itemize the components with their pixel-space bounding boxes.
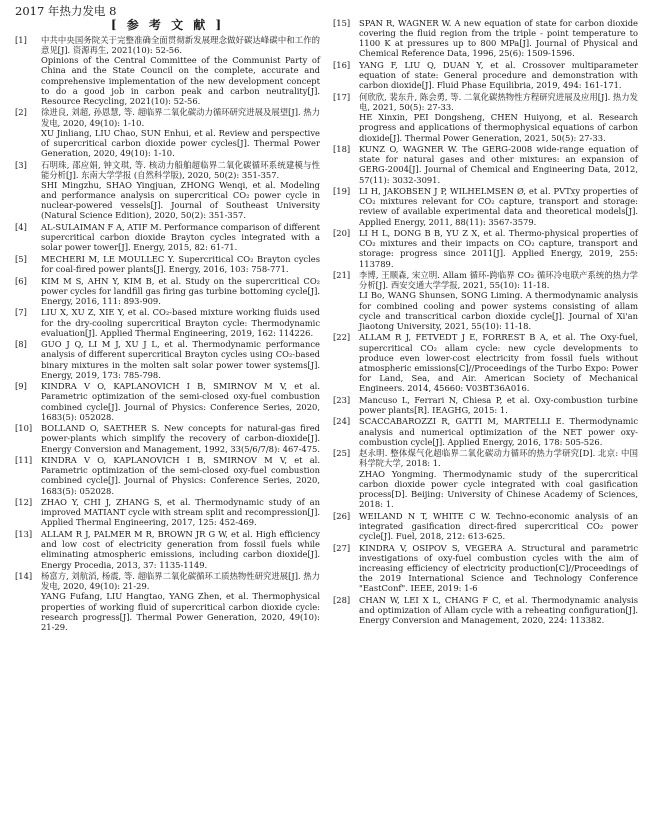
reference-line: CHAN W, LEI X L, CHANG F C, et al. Thermodynamic analysis and optimization of Allam cycle with a reheating configuration[J]. Energy Conversion and Management, 2020, 224: 113382. (359, 594, 638, 625)
reference-item (15, 423, 320, 453)
reference-number: [25] (333, 448, 351, 459)
reference-item (333, 186, 638, 227)
reference-number: [12] (15, 497, 33, 508)
reference-text (41, 35, 320, 106)
reference-number: [21] (333, 270, 351, 281)
reference-line: MECHERI M, LE MOULLEC Y. Supercritical CO₂ Brayton cycles for coal-fired power plants[J]. Energy, 2016, 103: 758-771. (41, 253, 320, 274)
reference-text (41, 497, 320, 527)
reference-text (41, 529, 320, 570)
reference-number: [28] (333, 594, 351, 605)
reference-text (41, 455, 320, 496)
reference-text (41, 107, 320, 158)
reference-text (41, 339, 320, 380)
reference-number: [15] (333, 18, 351, 28)
reference-item (333, 595, 638, 625)
reference-number: [24] (333, 416, 351, 427)
reference-number: [13] (15, 529, 33, 540)
reference-line: YANG F, LIU Q, DUAN Y, et al. Crossover multiparameter equation of state: General procedure and demonstration with carbon dioxide[J]. Fluid Phase Equilibria, 2019, 494: 161-171. (359, 60, 638, 91)
reference-line: 何欣欣, 裴东升, 陈会勇, 等. 二氧化碳热物性方程研究进展及应用[J]. 热力发电, 2021, 50(5): 27-33. (359, 91, 638, 113)
reference-number: [20] (333, 228, 351, 239)
reference-line: 赵永明. 整体煤气化超临界二氧化碳动力循环的热力学研究[D]. 北京: 中国科学院大学, 2018: 1. (359, 448, 638, 469)
reference-line: SPAN R, WAGNER W. A new equation of state for carbon dioxide covering the fluid region from the triple - point temperature to 1100 K at pressures up to 800 MPa[J]. Journal of Physical and Chemical Reference Data, 1996, 25(6): 1509-1596. (359, 18, 638, 59)
reference-text (359, 186, 638, 227)
reference-item (15, 339, 320, 380)
reference-number: [9] (15, 381, 27, 392)
reference-line: HE Xinxin, PEI Dongsheng, CHEN Huiyong, et al. Research progress and applications of thermophysical equations of carbon dioxide[J]. Thermal Power Generation, 2021, 50(5): 27-33. (359, 112, 638, 143)
reference-number: [6] (15, 275, 27, 286)
reference-item (333, 144, 638, 185)
reference-text (359, 144, 638, 185)
reference-line: KIM M S, AHN Y, KIM B, et al. Study on the supercritical CO₂ power cycles for landfill gas firing gas turbine bottoming cycle[J]. Energy, 2016, 111: 893-909. (41, 275, 320, 306)
reference-item (333, 448, 638, 509)
reference-item (15, 35, 320, 106)
reference-text (41, 222, 320, 252)
reference-number: [3] (15, 159, 27, 170)
reference-text (359, 228, 638, 269)
reference-number: [26] (333, 510, 351, 521)
reference-item (15, 222, 320, 252)
reference-item (333, 416, 638, 446)
reference-item (333, 92, 638, 143)
reference-text (359, 395, 638, 415)
page-header: 2017 年热力发电 8 (15, 4, 117, 18)
reference-text (359, 543, 638, 594)
reference-item (333, 511, 638, 541)
reference-item (333, 543, 638, 594)
reference-text (41, 571, 320, 632)
reference-line: ALLAM R J, PALMER M R, BROWN JR G W, et al. High efficiency and low cost of electricity generation from fossil fuels while eliminating atmospheric emissions, including carbon dioxide[J]. Energy Procedia, 2013, 37: 1135-1149. (41, 529, 320, 570)
right-column (333, 18, 638, 627)
reference-line: 石明珠, 邵应娟, 钟文琪, 等. 核动力船舶超临界二氧化碳循环系统建模与性能分析[J]. 东南大学学报 (自然科学版), 2020, 50(2): 351-357. (41, 159, 320, 180)
reference-text (359, 511, 638, 541)
reference-line: 杨富方, 刘航滔, 杨震, 等. 超临界二氧化碳循环工质热物性研究进展[J]. 热力发电, 2020, 49(10): 21-29. (41, 571, 320, 592)
reference-line: WEILAND N T, WHITE C W. Techno-economic analysis of an integrated gasification direct-fired supercritical CO₂ power cycle[J]. Fuel, 2018, 212: 613-625. (359, 510, 638, 541)
reference-line: 徐进良, 刘超, 孙恩慧, 等. 超临界二氧化碳动力循环研究进展及展望[J]. 热力发电, 2020, 49(10): 1-10. (41, 107, 320, 128)
reference-item (15, 571, 320, 632)
reference-line: LI Bo, WANG Shunsen, SONG Liming. A thermodynamic analysis for combined cooling and power systems consisting of allam cycle and transcritical carbon dioxide cycle[J]. Journal of Xi'an Jiaotong University, 2021, 55(10): 11-18. (359, 290, 638, 331)
reference-line: BOLLAND O, SAETHER S. New concepts for natural-gas fired power-plants which simplify the recovery of carbon-dioxide[J]. Energy Conversion and Management, 1992, 33(5/6/7/8): 467-475. (41, 423, 321, 454)
reference-number: [8] (15, 339, 27, 350)
reference-line: KINDRA V O, KAPLANOVICH I B, SMIRNOV M V, et al. Parametric optimization of the semi-closed oxy-fuel combustion combined cycle[J]. Journal of Physics: Conference Series, 2020, 1683(5): 052028. (41, 381, 320, 422)
reference-line: LIU X, XU Z, XIE Y, et al. CO₂-based mixture working fluids used for the dry-cooling supercritical Brayton cycle: Thermodynamic evaluation[J]. Applied Thermal Engineering, 2019, 162: 114226. (41, 307, 320, 338)
reference-number: [16] (333, 60, 351, 71)
reference-number: [17] (333, 91, 351, 102)
reference-number: [1] (15, 35, 27, 45)
reference-text (359, 332, 638, 393)
reference-line: ALLAM R J, FETVEDT J E, FORREST B A, et al. The Oxy-fuel, supercritical CO₂ allam cycle: new cycle developments to produce even lower-cost electricity from fossil fuels without atmospheric emissions[C]//Proceedings of the Turbo Expo: Power for Land, Sea, and Air. American Society of Mechanical Engineers. 2014, 45660: V03BT36A016. (359, 332, 638, 394)
reference-number: [10] (15, 423, 33, 434)
reference-text (41, 307, 320, 337)
reference-item (333, 18, 638, 59)
reference-line: SCACCABAROZZI R, GATTI M, MARTELLI E. Thermodynamic analysis and numerical optimization of the NET power oxy-combustion cycle[J]. Applied Energy, 2016, 178: 505-526. (359, 416, 638, 447)
reference-line: KINDRA V O, KAPLANOVICH I B, SMIRNOV M V, et al. Parametric optimization of the semi-closed oxy-fuel combustion combined cycle[J]. Journal of Physics: Conference Series, 2020, 1683(5): 052028. (41, 455, 320, 496)
reference-item (333, 270, 638, 331)
reference-text (359, 416, 638, 446)
references-heading: [ 参 考 文 献 ] (110, 18, 225, 32)
reference-number: [7] (15, 307, 27, 318)
reference-item (333, 395, 638, 415)
reference-item (333, 60, 638, 90)
reference-text (359, 270, 638, 331)
reference-text (359, 60, 638, 90)
reference-item (333, 332, 638, 393)
reference-line: XU Jinliang, LIU Chao, SUN Enhui, et al. Review and perspective of supercritical carbon dioxide power cycles[J]. Thermal Power Generation, 2020, 49(10): 1-10. (41, 127, 320, 159)
reference-text (41, 423, 320, 453)
reference-line: 中共中央国务院关于完整准确全面贯彻新发展理念做好碳达峰碳中和工作的意见[J]. 资源再生, 2021(10): 52-56. (41, 35, 320, 56)
reference-number: [11] (15, 455, 33, 466)
reference-text (41, 160, 320, 221)
reference-item (15, 381, 320, 422)
reference-number: [5] (15, 253, 27, 264)
left-reference-list (15, 35, 320, 632)
reference-line: KINDRA V, OSIPOV S, VEGERA A. Structural and parametric investigations of oxy-fuel combustion cycles with the aim of increasing efficiency of electricity production[C]//Proceedings of the 2019 International Science and Technology Conference "EastConf". IEEE, 2019: 1-6 (359, 542, 638, 594)
reference-number: [18] (333, 144, 351, 155)
reference-item (15, 254, 320, 274)
reference-item (15, 529, 320, 570)
reference-item (15, 307, 320, 337)
reference-text (359, 595, 638, 625)
reference-line: AL-SULAIMAN F A, ATIF M. Performance comparison of different supercritical carbon dioxide Brayton cycles integrated with a solar power tower[J]. Energy, 2015, 82: 61-71. (41, 221, 321, 253)
reference-line: GUO J Q, LI M J, XU J L, et al. Thermodynamic performance analysis of different supercritical Brayton cycles using CO₂-based binary mixtures in the molten salt solar power tower systems[J]. Energy, 2019, 173: 785-798. (41, 339, 320, 380)
reference-number: [14] (15, 571, 33, 582)
reference-line: LI H L, DONG B B, YU Z X, et al. Thermo-physical properties of CO₂ mixtures and their impacts on CO₂ capture, transport and storage: progress since 2011[J]. Applied Energy, 2019, 255: 113789. (359, 228, 638, 269)
reference-number: [19] (333, 186, 351, 197)
reference-item (15, 455, 320, 496)
reference-text (359, 92, 638, 143)
reference-text (41, 276, 320, 306)
reference-line: YANG Fufang, LIU Hangtao, YANG Zhen, et al. Thermophysical properties of working fluid of supercritical carbon dioxide cycle: research progress[J]. Thermal Power Generation, 2020, 49(10): 21-29. (41, 591, 320, 632)
reference-number: [23] (333, 394, 351, 405)
reference-number: [27] (333, 542, 351, 553)
reference-text (359, 448, 638, 509)
reference-line: SHI Mingzhu, SHAO Yingjuan, ZHONG Wenqi, et al. Modeling and performance analysis on supercritical CO₂ power cycle in nuclear-powered vessels[J]. Journal of Southeast University (Natural Science Edition), 2020, 50(2): 351-357. (41, 179, 320, 221)
reference-text (359, 18, 638, 59)
reference-line: 李博, 王顺森, 宋立明. Allam 循环-跨临界 CO₂ 循环冷电联产系统的热力学分析[J]. 西安交通大学学报, 2021, 55(10): 11-18. (359, 270, 638, 291)
reference-item (15, 107, 320, 158)
reference-line: ZHAO Y, CHI J, ZHANG S, et al. Thermodynamic study of an improved MATIANT cycle with stream split and recompression[J]. Applied Thermal Engineering, 2017, 125: 452-469. (41, 497, 320, 528)
reference-text (41, 254, 320, 274)
reference-number: [4] (15, 221, 27, 232)
reference-text (41, 381, 320, 422)
reference-number: [22] (333, 332, 351, 343)
reference-item (333, 228, 638, 269)
reference-line: KUNZ O, WAGNER W. The GERG-2008 wide-range equation of state for natural gases and other mixtures: an expansion of GERG-2004[J]. Journal of Chemical and Engineering Data, 2012, 57(11): 3032-3091. (359, 144, 638, 185)
left-column (15, 16, 320, 633)
right-reference-list (333, 18, 638, 625)
reference-line: ZHAO Yongming. Thermodynamic study of the supercritical carbon dioxide power cycle integrated with coal gasification process[D]. Beijing: University of Chinese Academy of Sciences, 2018: 1. (359, 468, 638, 510)
reference-line: Mancuso L, Ferrari N, Chiesa P, et al. Oxy-combustion turbine power plants[R]. IEAGHG, 2015: 1. (359, 394, 638, 415)
reference-line: LI H, JAKOBSEN J P, WILHELMSEN Ø, et al. PVTxy properties of CO₂ mixtures relevant for CO₂ capture, transport and storage: review of available experimental data and theoretical models[J]. Applied Energy, 2011, 88(11): 3567-3579. (359, 186, 638, 227)
reference-line: Opinions of the Central Committee of the Communist Party of China and the State Council on the complete, accurate and comprehensive implementation of the new development concept to do a good job in carbon peak and carbon neutrality[J]. Resource Recycling, 2021(10): 52-56. (41, 55, 320, 106)
reference-item (15, 160, 320, 221)
reference-number: [2] (15, 107, 27, 118)
reference-item (15, 276, 320, 306)
reference-item (15, 497, 320, 527)
